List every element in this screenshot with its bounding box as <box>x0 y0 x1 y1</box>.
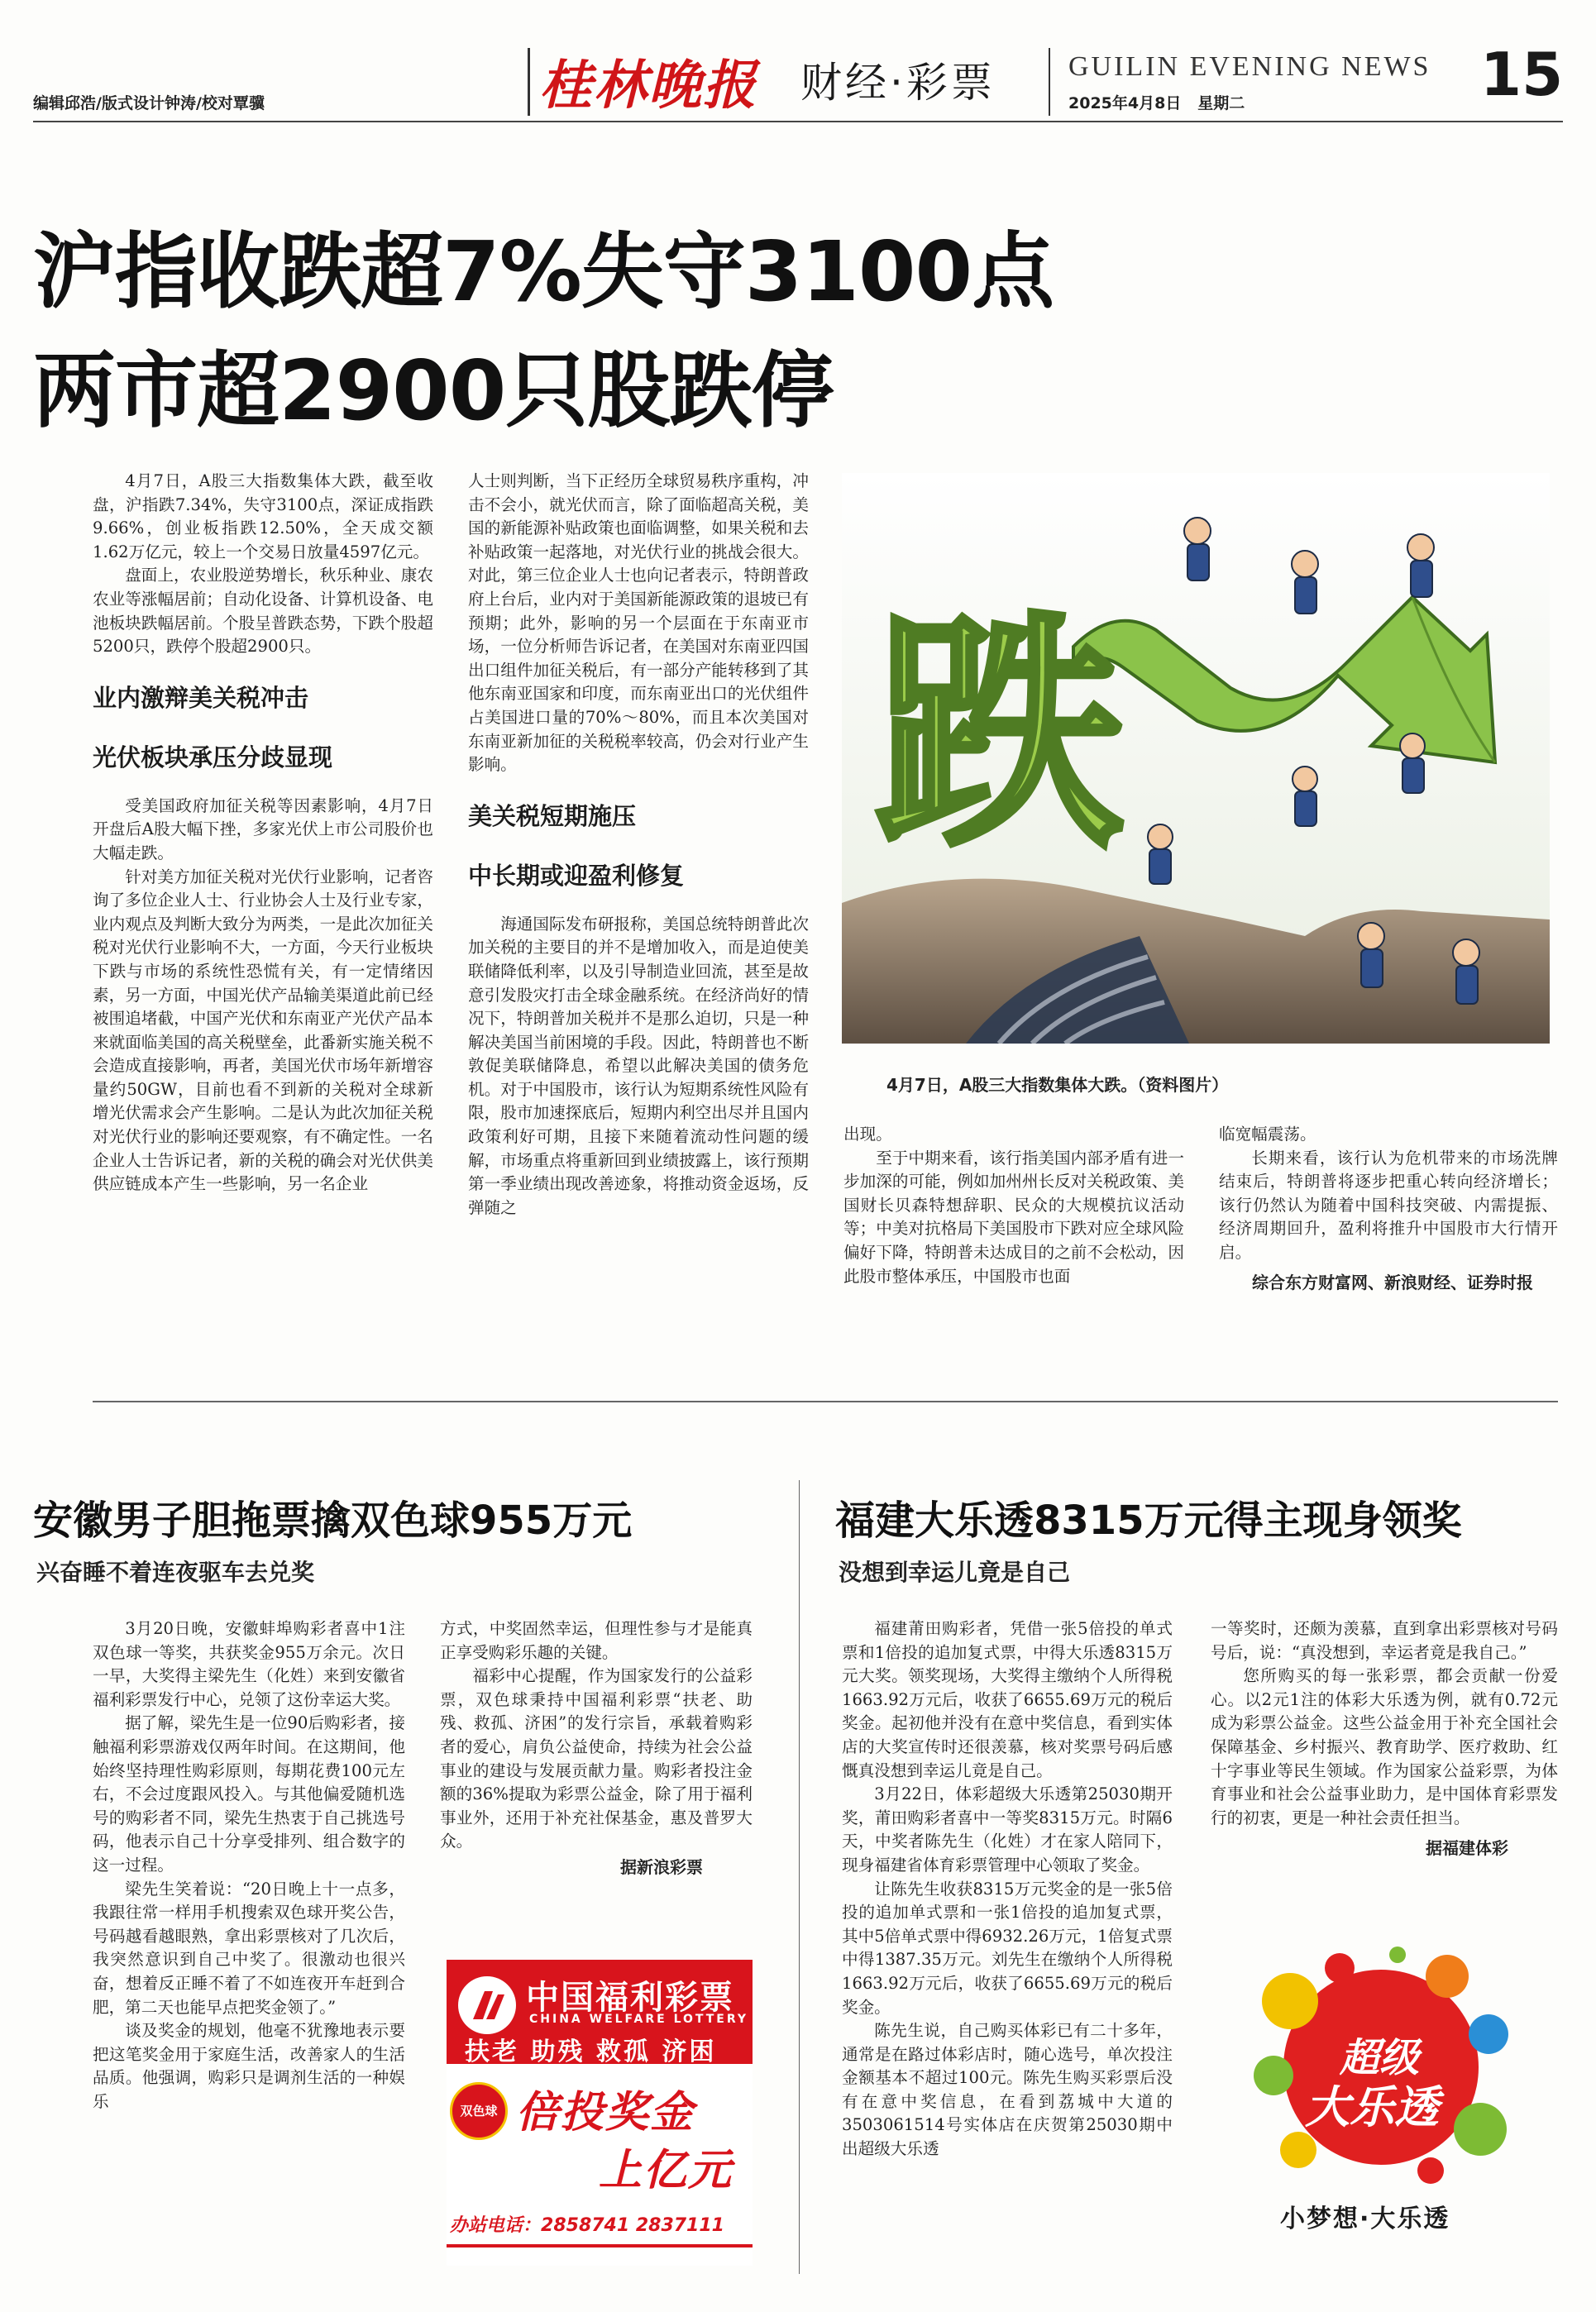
welfare-lottery-ad <box>447 1960 753 2266</box>
english-paper-name: GUILIN EVENING NEWS <box>1068 51 1431 82</box>
subhead-line: 光伏板块承压分歧显现 <box>93 743 333 771</box>
lead-col4 <box>1219 1123 1558 1295</box>
super-lotto-logo <box>1240 1943 1522 2233</box>
paragraph: 让陈先生收获8315万元奖金的是一张5倍投的追加单式票和一张1倍投的追加复式票，其中5倍单式票中得6932.26万元，1倍复式票中得1387.35万元。刘先生在缴纳个人所得税1663.92万元后，收获了6655.69万元的税后奖金。 <box>842 1879 1173 2017</box>
welfare-slogan: 扶老 助残 救孤 济困 <box>465 2037 717 2066</box>
paragraph: 长期来看，该行认为危机带来的市场洗牌结束后，特朗普将逐步把重心转向经济增长；该行仍然认为随着中国科技突破、内需提振、经济周期回升，盈利将推升中国股市大行情开启。 <box>1219 1148 1558 1262</box>
paragraph: 受美国政府加征关税等因素影响，4月7日开盘后A股大幅下挫，多家光伏上市公司股价也大幅走跌。 <box>93 795 433 862</box>
story2-headline: 安徽男子胆拖票擒双色球955万元 <box>33 1498 633 1544</box>
subhead2 <box>468 795 809 896</box>
subhead1 <box>93 677 433 778</box>
phone-label: 办站电话： <box>450 2215 542 2236</box>
paragraph: 方式，中奖固然幸运，但理性参与才是能真正享受购彩乐趣的关键。 <box>440 1619 753 1662</box>
welfare-logo-bar <box>447 1960 753 2064</box>
story3-subheadline: 没想到幸运儿竟是自己 <box>839 1559 1071 1586</box>
date-text: 2025年4月8日 <box>1068 94 1182 112</box>
welfare-emblem-icon <box>465 1983 509 2028</box>
story2-col2 <box>440 1617 753 1880</box>
paragraph: 谈及奖金的规划，他毫不犹豫地表示要把这笔奖金用于家庭生活，改善家人的生活品质。他强调，购彩只是调剂生活的一种娱乐 <box>93 2021 405 2111</box>
badge-label: 双色球 <box>460 2104 498 2119</box>
weekday-text: 星期二 <box>1197 94 1245 112</box>
story2-subheadline: 兴奋睡不着连夜驱车去兑奖 <box>36 1559 315 1586</box>
paragraph: 人士则判断，当下正经历全球贸易秩序重构，冲击不会小，就光伏而言，除了面临超高关税，美国的新能源补贴政策也面临调整，如果关税和去补贴政策一起落地，对光伏行业的挑战会很大。对此，第三位企业人士也向记者表示，特朗普政府上台后，业内对于美国新能源政策的退坡已有预期；此外，影响的另一个层面在于东南亚市场，一位分析师告诉记者，在美国对东南亚四国出口组件加征关税后，有一部分产能转移到了其他东南亚国家和印度，而东南亚出口的光伏组件占美国进口量的70%～80%，而且本次美国对东南亚新加征的关税税率较高，仍会对行业产生影响。 <box>468 471 809 775</box>
welfare-title-en: CHINA WELFARE LOTTERY <box>529 2013 749 2026</box>
paragraph: 4月7日，A股三大指数集体大跌，截至收盘，沪指跌7.34%，失守3100点，深证成指跌9.66%，创业板指跌12.50%，全天成交额1.62万亿元，较上一个交易日放量4597亿元。 <box>93 471 433 561</box>
paragraph: 盘面上，农业股逆势增长，秋乐种业、康农农业等涨幅居前；自动化设备、计算机设备、电池板块跌幅居前。个股呈普跌态势，下跌个股超5200只，跌停个股超2900只。 <box>93 566 433 657</box>
promo-line2: 上亿元 <box>599 2146 733 2195</box>
subhead-line: 业内激辩美关税冲击 <box>93 683 309 712</box>
paragraph: 一等奖时，还颇为羡慕，直到拿出彩票核对号码号后，说：“真没想到，幸运者竟是我自己。” <box>1211 1619 1558 1662</box>
paragraph: 至于中期来看，该行指美国内部矛盾有进一步加深的可能，例如加州州长反对关税政策、美国财长贝森特想辞职、民众的大规模抗议活动等；中美对抗格局下美国股市下跌对应全球风险偏好下降，特朗普未达成目的之前不会松动，因此股市整体承压，中国股市也面 <box>843 1148 1184 1286</box>
masthead-divider-left <box>528 48 530 116</box>
paragraph: 福彩中心提醒，作为国家发行的公益彩票，双色球秉持中国福利彩票“扶老、助残、救孤、济困”的发行宗旨，承载着购彩者的爱心，肩负公益使命，持续为社会公益事业的建设与发展贡献力量。购彩者投注金额的36%提取为彩票公益金，除了用于福利事业外，还用于补充社保基金，惠及普罗大众。 <box>440 1666 753 1851</box>
story3-headline: 福建大乐透8315万元得主现身领奖 <box>835 1498 1462 1544</box>
paragraph: 针对美方加征关税对光伏行业影响，记者咨询了多位企业人士、行业协会人士及行业专家，业内观点及判断大致分为两类，一是此次加征关税对光伏行业影响不大，一方面，今天行业板块下跌与市场的系统性恐慌有关，有一定情绪因素，另一方面，中国光伏产品输美渠道此前已经被围追堵截，中国产光伏和东南亚产光伏产品本来就面临美国的高关税壁垒，此番新实施关税不会造成直接影响，再者，美国光伏市场年新增容量约50GW，目前也看不到新的关税对全球新增光伏需求会产生影响。二是认为此次加征关税对光伏行业的影响还要观察，有不确定性。一名企业人士告诉记者，新的关税的确会对光伏供美供应链成本产生一些影响，另一名企业 <box>93 867 433 1194</box>
paragraph: 您所购买的每一张彩票，都会贡献一份爱心。以2元1注的体彩大乐透为例，就有0.72元成为彩票公益金。这些公益金用于补充全国社会保障基金、乡村振兴、教育助学、医疗救助、红十字事业等民生领域。作为国家公益彩票，为体育事业和社会公益事业助力，是中国体育彩票发行的初衷，更是一种社会责任担当。 <box>1211 1666 1558 1827</box>
subhead-line: 中长期或迎盈利修复 <box>468 861 685 890</box>
lotto-logo-line2: 大乐透 <box>1305 2081 1439 2133</box>
column-divider-bottom <box>799 1480 800 2274</box>
story2-source: 据新浪彩票 <box>620 1856 703 1877</box>
welfare-title: 中国福利彩票 <box>526 1979 734 2017</box>
ad-bottom-rule <box>447 2244 753 2248</box>
section-name: 财经·彩票 <box>800 59 996 107</box>
paragraph: 出现。 <box>843 1125 892 1144</box>
paragraph: 福建莆田购彩者，凭借一张5倍投的单式票和1倍投的追加复式票，中得大乐透8315万元大奖。领奖现场，大奖得主缴纳个人所得税1663.92万元后，收获了6655.69万元的税后奖金。起初他并没有在意中奖信息，看到实体店的大奖宣传时还很羡慕，核对奖票号码后感慨真没想到幸运儿竟是自己。 <box>842 1619 1173 1780</box>
credits-line: 编辑邱浩/版式设计钟涛/校对覃骥 <box>33 94 265 112</box>
lead-col2 <box>468 470 809 1220</box>
welfare-phone <box>450 2211 724 2237</box>
lead-source: 综合东方财富网、新浪财经、证券时报 <box>1252 1272 1533 1292</box>
story3-col1 <box>842 1617 1173 2162</box>
lead-headline-line1: 沪指收跌超7%失守3100点 <box>33 223 1054 320</box>
section-divider <box>93 1401 1558 1402</box>
subhead-line: 美关税短期施压 <box>468 801 637 830</box>
lead-col3 <box>843 1123 1184 1288</box>
paragraph: 临宽幅震荡。 <box>1219 1125 1316 1144</box>
paper-name: 桂林晚报 <box>539 55 757 117</box>
page-number: 15 <box>1480 40 1564 109</box>
paragraph: 海通国际发布研报称，美国总统特朗普此次加关税的主要目的并不是增加收入，而是迫使美联储降低利率，以及引导制造业回流，甚至是故意引发股灾打击全球金融系统。在经济尚好的情况下，特朗普加关税并不是那么迫切，只是一种解决美国当前困境的手段。因此，特朗普也不断敦促美联储降息，希望以此解决美国的债务危机。对于中国股市，该行认为短期系统性风险有限，股市加速探底后，短期内利空出尽并且国内政策利好可期，且接下来随着流动性问题的缓解，市场重点将重新回到业绩披露上，该行预期第一季业绩出现改善迹象，将推动资金返场，反弹随之 <box>468 914 809 1217</box>
fall-glyph: 跌 <box>875 590 1123 879</box>
story3-col2 <box>1211 1617 1558 1861</box>
promo-line1: 倍投奖金 <box>516 2088 695 2138</box>
illustration-svg <box>842 473 1550 1044</box>
shuangseqiu-badge <box>450 2082 508 2140</box>
lead-headline-line2: 两市超2900只股跌停 <box>33 342 834 439</box>
paragraph: 据了解，梁先生是一位90后购彩者，接触福利彩票游戏仅两年时间。在这期间，他始终坚持理性购彩原则，每期花费100元左右，不会过度跟风投入。与其他偏爱随机选号的购彩者不同，梁先生热衷于自己挑选号码，他表示自己十分享受排列、组合数字的这一过程。 <box>93 1713 405 1875</box>
issue-date <box>1068 91 1245 113</box>
masthead-rule <box>33 121 1563 122</box>
phone-number: 2858741 2837111 <box>541 2215 724 2236</box>
lotto-logo-line1: 超级 <box>1340 2035 1420 2081</box>
story3-source: 据福建体彩 <box>1426 1838 1508 1859</box>
paragraph: 3月20日晚，安徽蚌埠购彩者喜中1注双色球一等奖，共获奖金955万余元。次日一早，大奖得主梁先生（化姓）来到安徽省福利彩票发行中心，兑领了这份幸运大奖。 <box>93 1619 405 1709</box>
masthead-divider-right <box>1049 48 1050 116</box>
lead-col1 <box>93 470 433 1197</box>
paragraph: 3月22日，体彩超级大乐透第25030期开奖，莆田购彩者喜中一等奖8315万元。时隔6天，中奖者陈先生（化姓）才在家人陪同下，现身福建省体育彩票管理中心领取了奖金。 <box>842 1784 1173 1875</box>
image-caption: 4月7日，A股三大指数集体大跌。（资料图片） <box>886 1075 1229 1095</box>
paragraph: 陈先生说，自己购买体彩已有二十多年，通常是在路过体彩店时，随心选号，单次投注金额基本不超过100元。陈先生购买彩票后没有在意中奖信息，在看到荔城中大道的3503061514号实体店在庆贺第25030期中出超级大乐透 <box>842 2021 1173 2159</box>
lead-illustration <box>842 473 1550 1044</box>
lotto-slogan: 小梦想·大乐透 <box>1280 2205 1450 2233</box>
paragraph: 梁先生笑着说：“20日晚上十一点多，我跟往常一样用手机搜索双色球开奖公告，号码越看越眼熟，拿出彩票核对了几次后，我突然意识到自己中奖了。很激动也很兴奋，想着反正睡不着了不如连夜开车赶到合肥，第二天也能早点把奖金领了。” <box>93 1879 405 2017</box>
story2-col1 <box>93 1617 405 2114</box>
